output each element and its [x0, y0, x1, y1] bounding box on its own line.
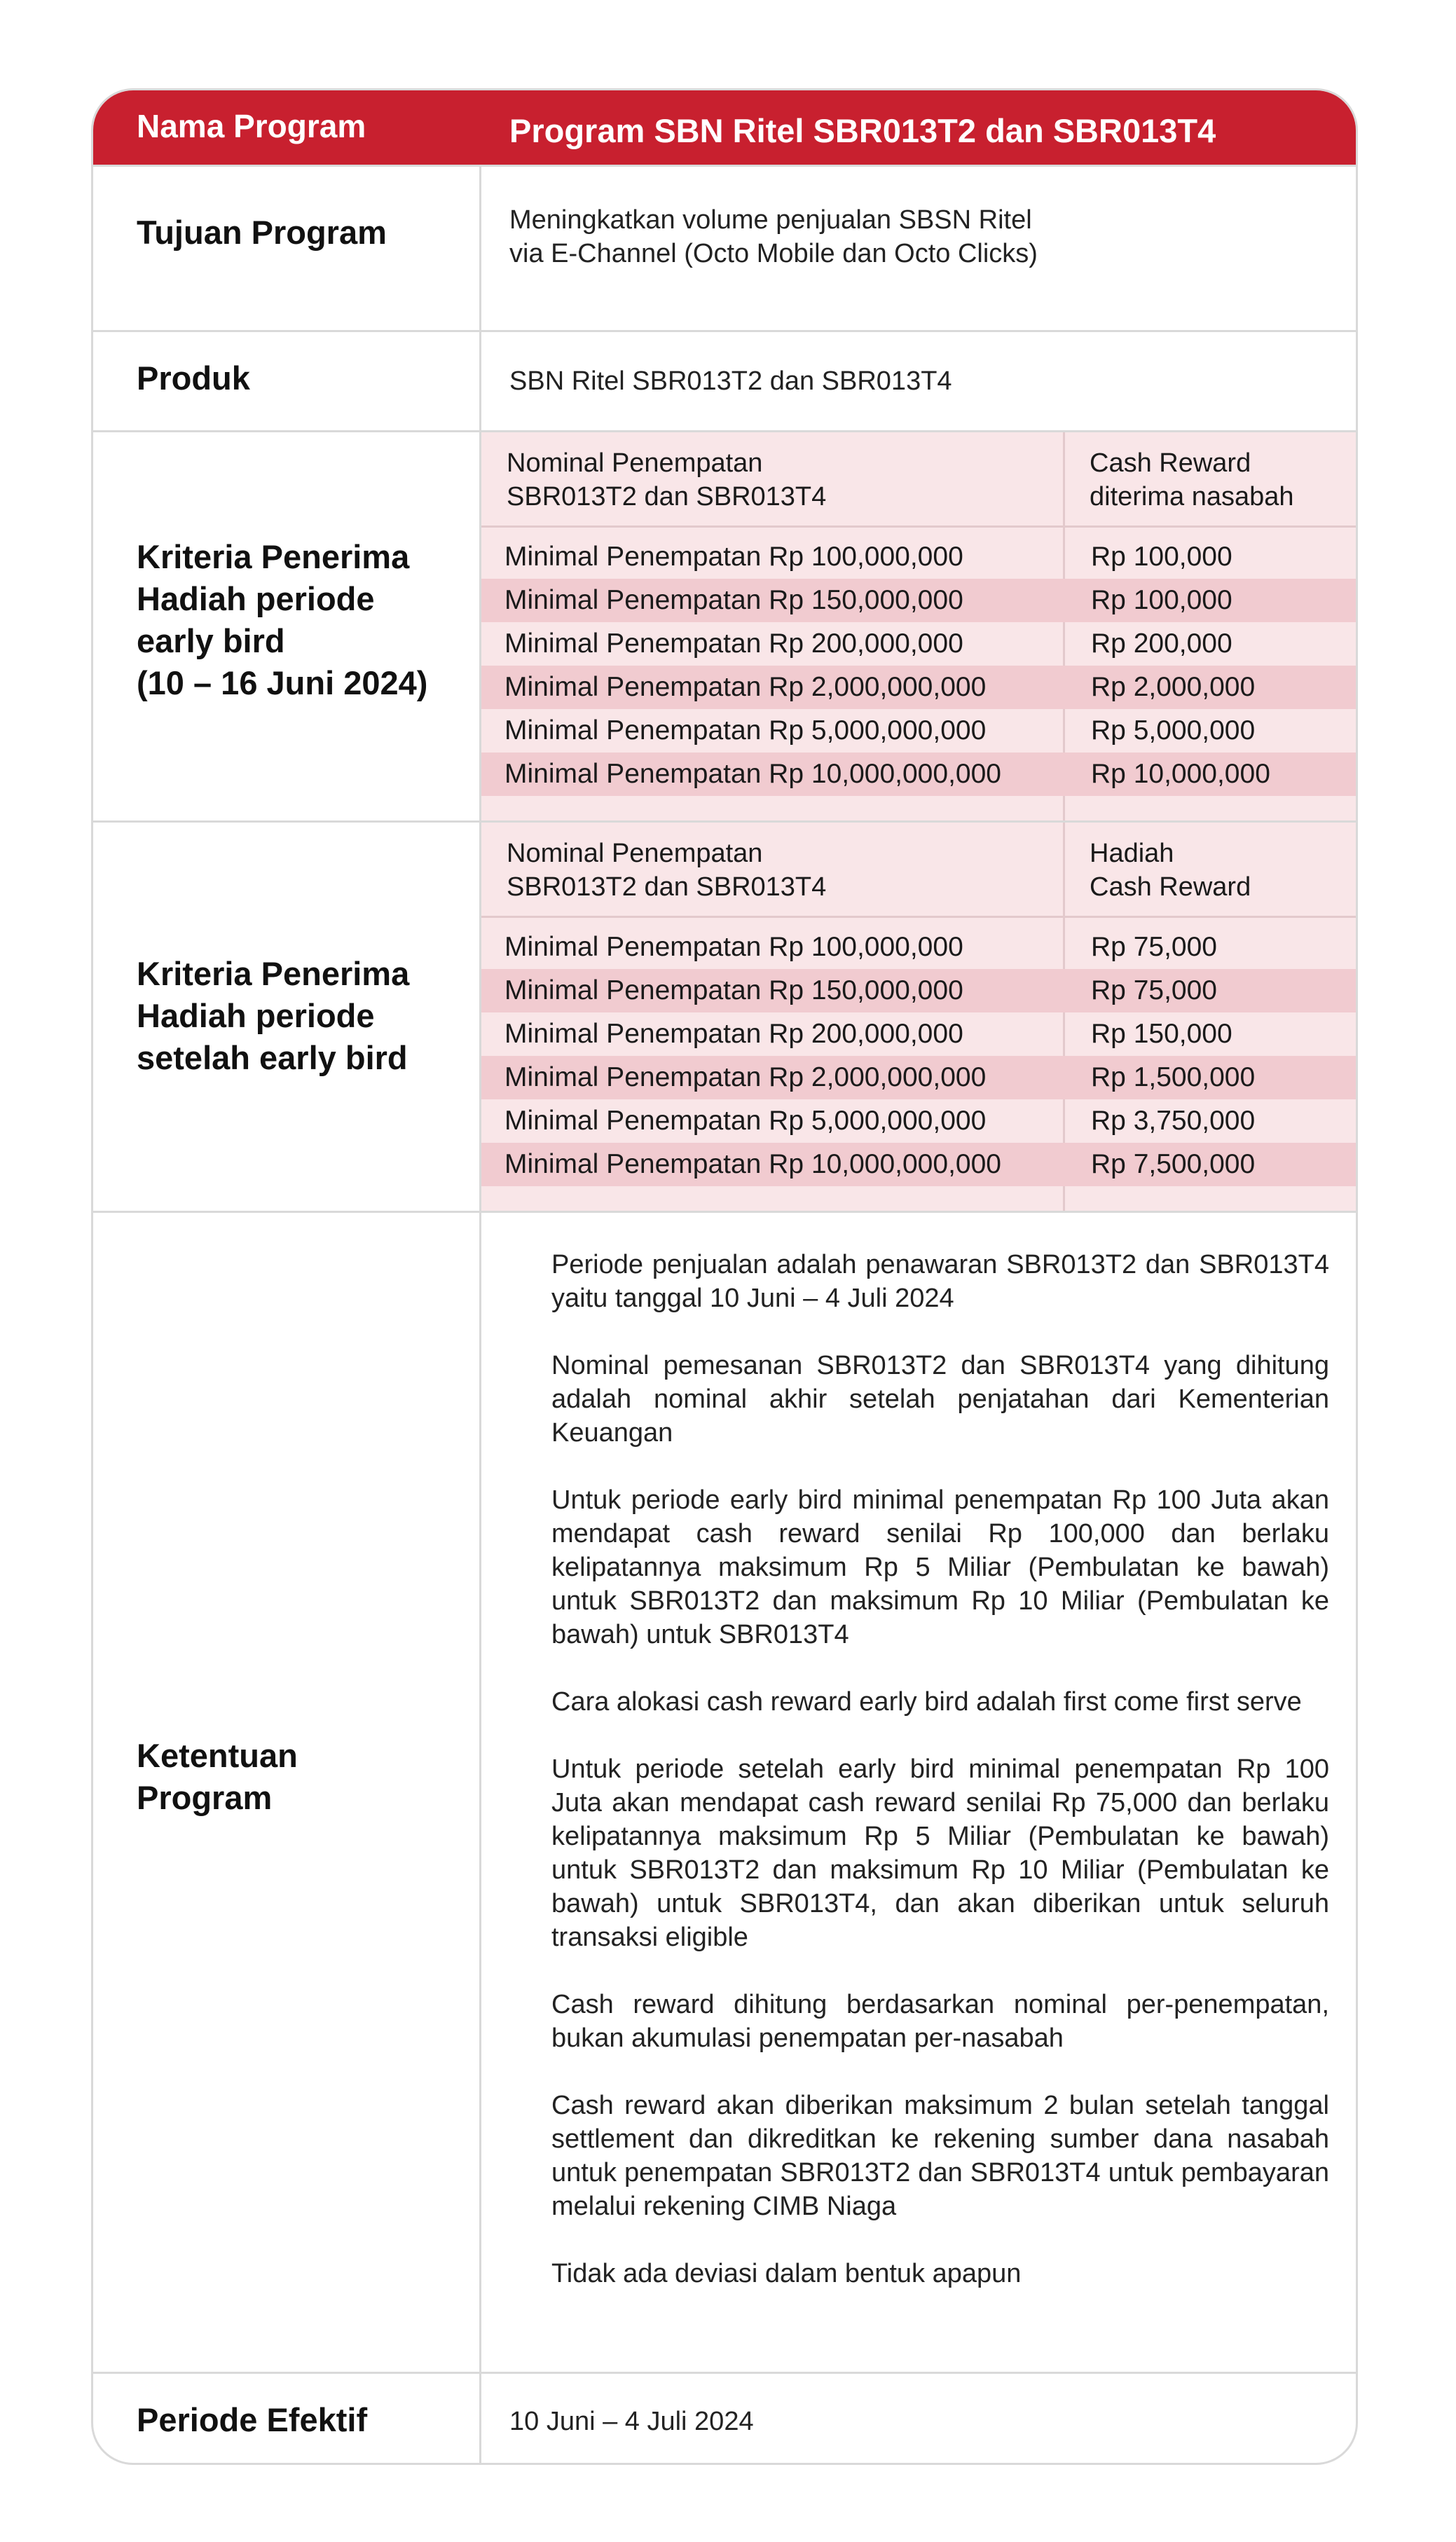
- ketentuan-list: [551, 1248, 1329, 2324]
- table-row: [481, 753, 1356, 796]
- nominal-cell: Minimal Penempatan Rp 100,000,000: [504, 542, 963, 572]
- early-label-line: early bird: [137, 622, 285, 659]
- table-row: [481, 709, 1356, 753]
- table-row: [481, 1099, 1356, 1143]
- reward-cell: Rp 5,000,000: [1091, 715, 1256, 746]
- tujuan-value: [509, 203, 1038, 270]
- row-after-early-bird: [93, 820, 1356, 1211]
- header-line: diterima nasabah: [1090, 482, 1294, 511]
- reward-cell: Rp 100,000: [1091, 542, 1232, 572]
- nominal-cell: Minimal Penempatan Rp 2,000,000,000: [504, 1062, 987, 1092]
- early-reward-table: [481, 432, 1356, 820]
- early-col-reward: [1090, 446, 1294, 514]
- row-periode: [93, 2372, 1356, 2465]
- header-line: Nominal Penempatan: [507, 839, 763, 868]
- row-early-bird: [93, 430, 1356, 820]
- after-reward-table: [481, 823, 1356, 1211]
- reward-cell: Rp 150,000: [1091, 1019, 1232, 1049]
- ketentuan-label: [137, 1735, 298, 1819]
- reward-cell: Rp 75,000: [1091, 975, 1217, 1005]
- ketentuan-label-line: Ketentuan: [137, 1737, 298, 1774]
- after-sub-header: [481, 823, 1356, 918]
- nominal-cell: Minimal Penempatan Rp 2,000,000,000: [504, 672, 987, 702]
- periode-label: Periode Efektif: [137, 2401, 368, 2438]
- early-label: [137, 536, 427, 704]
- after-label-line: setelah early bird: [137, 1039, 408, 1076]
- after-col-nominal: [507, 837, 826, 904]
- reward-cell: Rp 100,000: [1091, 585, 1232, 615]
- early-label-line: (10 – 16 Juni 2024): [137, 664, 428, 701]
- tujuan-label: Tujuan Program: [137, 214, 387, 251]
- program-table: [91, 88, 1358, 2465]
- nominal-cell: Minimal Penempatan Rp 5,000,000,000: [504, 715, 987, 746]
- table-row: [481, 535, 1356, 579]
- header-line: SBR013T2 dan SBR013T4: [507, 872, 827, 902]
- header-line: Hadiah: [1090, 839, 1174, 868]
- row-ketentuan: [93, 1211, 1356, 2372]
- produk-label: Produk: [137, 359, 250, 397]
- nominal-cell: Minimal Penempatan Rp 5,000,000,000: [504, 1106, 987, 1136]
- ketentuan-paragraph: Untuk periode early bird minimal penempatan Rp 100 Juta akan mendapat cash reward senilai Rp 100,000 dan berlaku kelipatannya maksimum Rp 5 Miliar (Pembulatan ke bawah) untuk SBR013T2 dan maksimum Rp 10 Miliar (Pembulatan ke bawah) untuk SBR013T4: [551, 1485, 1329, 1649]
- ketentuan-paragraph: Cash reward akan diberikan maksimum 2 bulan setelah tanggal settlement dan dikreditkan ke rekening sumber dana nasabah untuk penempatan SBR013T2 dan SBR013T4 untuk pembayaran melalui rekening CIMB Niaga: [551, 2091, 1329, 2221]
- ketentuan-paragraph: Cara alokasi cash reward early bird adalah first come first serve: [551, 1687, 1302, 1717]
- reward-cell: Rp 7,500,000: [1091, 1149, 1256, 1179]
- tujuan-line-1: Meningkatkan volume penjualan SBSN Ritel: [509, 205, 1032, 235]
- nominal-cell: Minimal Penempatan Rp 200,000,000: [504, 1019, 963, 1049]
- table-row: [481, 1056, 1356, 1099]
- ketentuan-paragraph: Cash reward dihitung berdasarkan nominal per-penempatan, bukan akumulasi penempatan per-nasabah: [551, 1990, 1329, 2053]
- header-program-name: Program SBN Ritel SBR013T2 dan SBR013T4: [509, 112, 1216, 149]
- nominal-cell: Minimal Penempatan Rp 10,000,000,000: [504, 1149, 1001, 1179]
- periode-value: 10 Juni – 4 Juli 2024: [509, 2407, 754, 2436]
- table-row: [481, 926, 1356, 969]
- header-line: Cash Reward: [1090, 448, 1251, 478]
- after-label-line: Kriteria Penerima: [137, 955, 410, 992]
- tujuan-line-2: via E-Channel (Octo Mobile dan Octo Clicks): [509, 239, 1038, 268]
- reward-cell: Rp 1,500,000: [1091, 1062, 1256, 1092]
- ketentuan-label-line: Program: [137, 1779, 273, 1816]
- row-produk: [93, 330, 1356, 430]
- reward-cell: Rp 75,000: [1091, 932, 1217, 962]
- table-row: [481, 622, 1356, 666]
- header-label: Nama Program: [137, 108, 366, 144]
- early-label-line: Kriteria Penerima: [137, 538, 410, 575]
- after-label: [137, 953, 409, 1079]
- reward-cell: Rp 200,000: [1091, 628, 1232, 659]
- nominal-cell: Minimal Penempatan Rp 10,000,000,000: [504, 759, 1001, 789]
- nominal-cell: Minimal Penempatan Rp 200,000,000: [504, 628, 963, 659]
- ketentuan-paragraph: Nominal pemesanan SBR013T2 dan SBR013T4 yang dihitung adalah nominal akhir setelah penjatahan dari Kementerian Keuangan: [551, 1351, 1329, 1448]
- early-label-line: Hadiah periode: [137, 580, 375, 617]
- table-row: [481, 1012, 1356, 1056]
- ketentuan-paragraph: Untuk periode setelah early bird minimal penempatan Rp 100 Juta akan mendapat cash reward senilai Rp 75,000 dan berlaku kelipatannya maksimum Rp 5 Miliar (Pembulatan ke bawah) untuk SBR013T2 dan maksimum Rp 10 Miliar (Pembulatan ke bawah) untuk SBR013T4, dan akan diberikan untuk seluruh transaksi eligible: [551, 1754, 1329, 1952]
- after-label-line: Hadiah periode: [137, 997, 375, 1034]
- header-line: Cash Reward: [1090, 872, 1251, 902]
- table-header: [93, 90, 1356, 165]
- early-sub-header: [481, 432, 1356, 528]
- nominal-cell: Minimal Penempatan Rp 150,000,000: [504, 975, 963, 1005]
- header-line: SBR013T2 dan SBR013T4: [507, 482, 827, 511]
- nominal-cell: Minimal Penempatan Rp 150,000,000: [504, 585, 963, 615]
- produk-value: SBN Ritel SBR013T2 dan SBR013T4: [509, 366, 952, 396]
- ketentuan-paragraph: Tidak ada deviasi dalam bentuk apapun: [551, 2259, 1022, 2288]
- after-col-reward: [1090, 837, 1251, 904]
- ketentuan-paragraph: Periode penjualan adalah penawaran SBR013T2 dan SBR013T4 yaitu tanggal 10 Juni – 4 Juli 2024: [551, 1250, 1329, 1313]
- table-row: [481, 579, 1356, 622]
- reward-cell: Rp 10,000,000: [1091, 759, 1270, 789]
- table-row: [481, 969, 1356, 1012]
- row-tujuan: [93, 165, 1356, 330]
- table-row: [481, 666, 1356, 709]
- nominal-cell: Minimal Penempatan Rp 100,000,000: [504, 932, 963, 962]
- table-row: [481, 1143, 1356, 1186]
- header-line: Nominal Penempatan: [507, 448, 763, 478]
- reward-cell: Rp 3,750,000: [1091, 1106, 1256, 1136]
- early-col-nominal: [507, 446, 826, 514]
- reward-cell: Rp 2,000,000: [1091, 672, 1256, 702]
